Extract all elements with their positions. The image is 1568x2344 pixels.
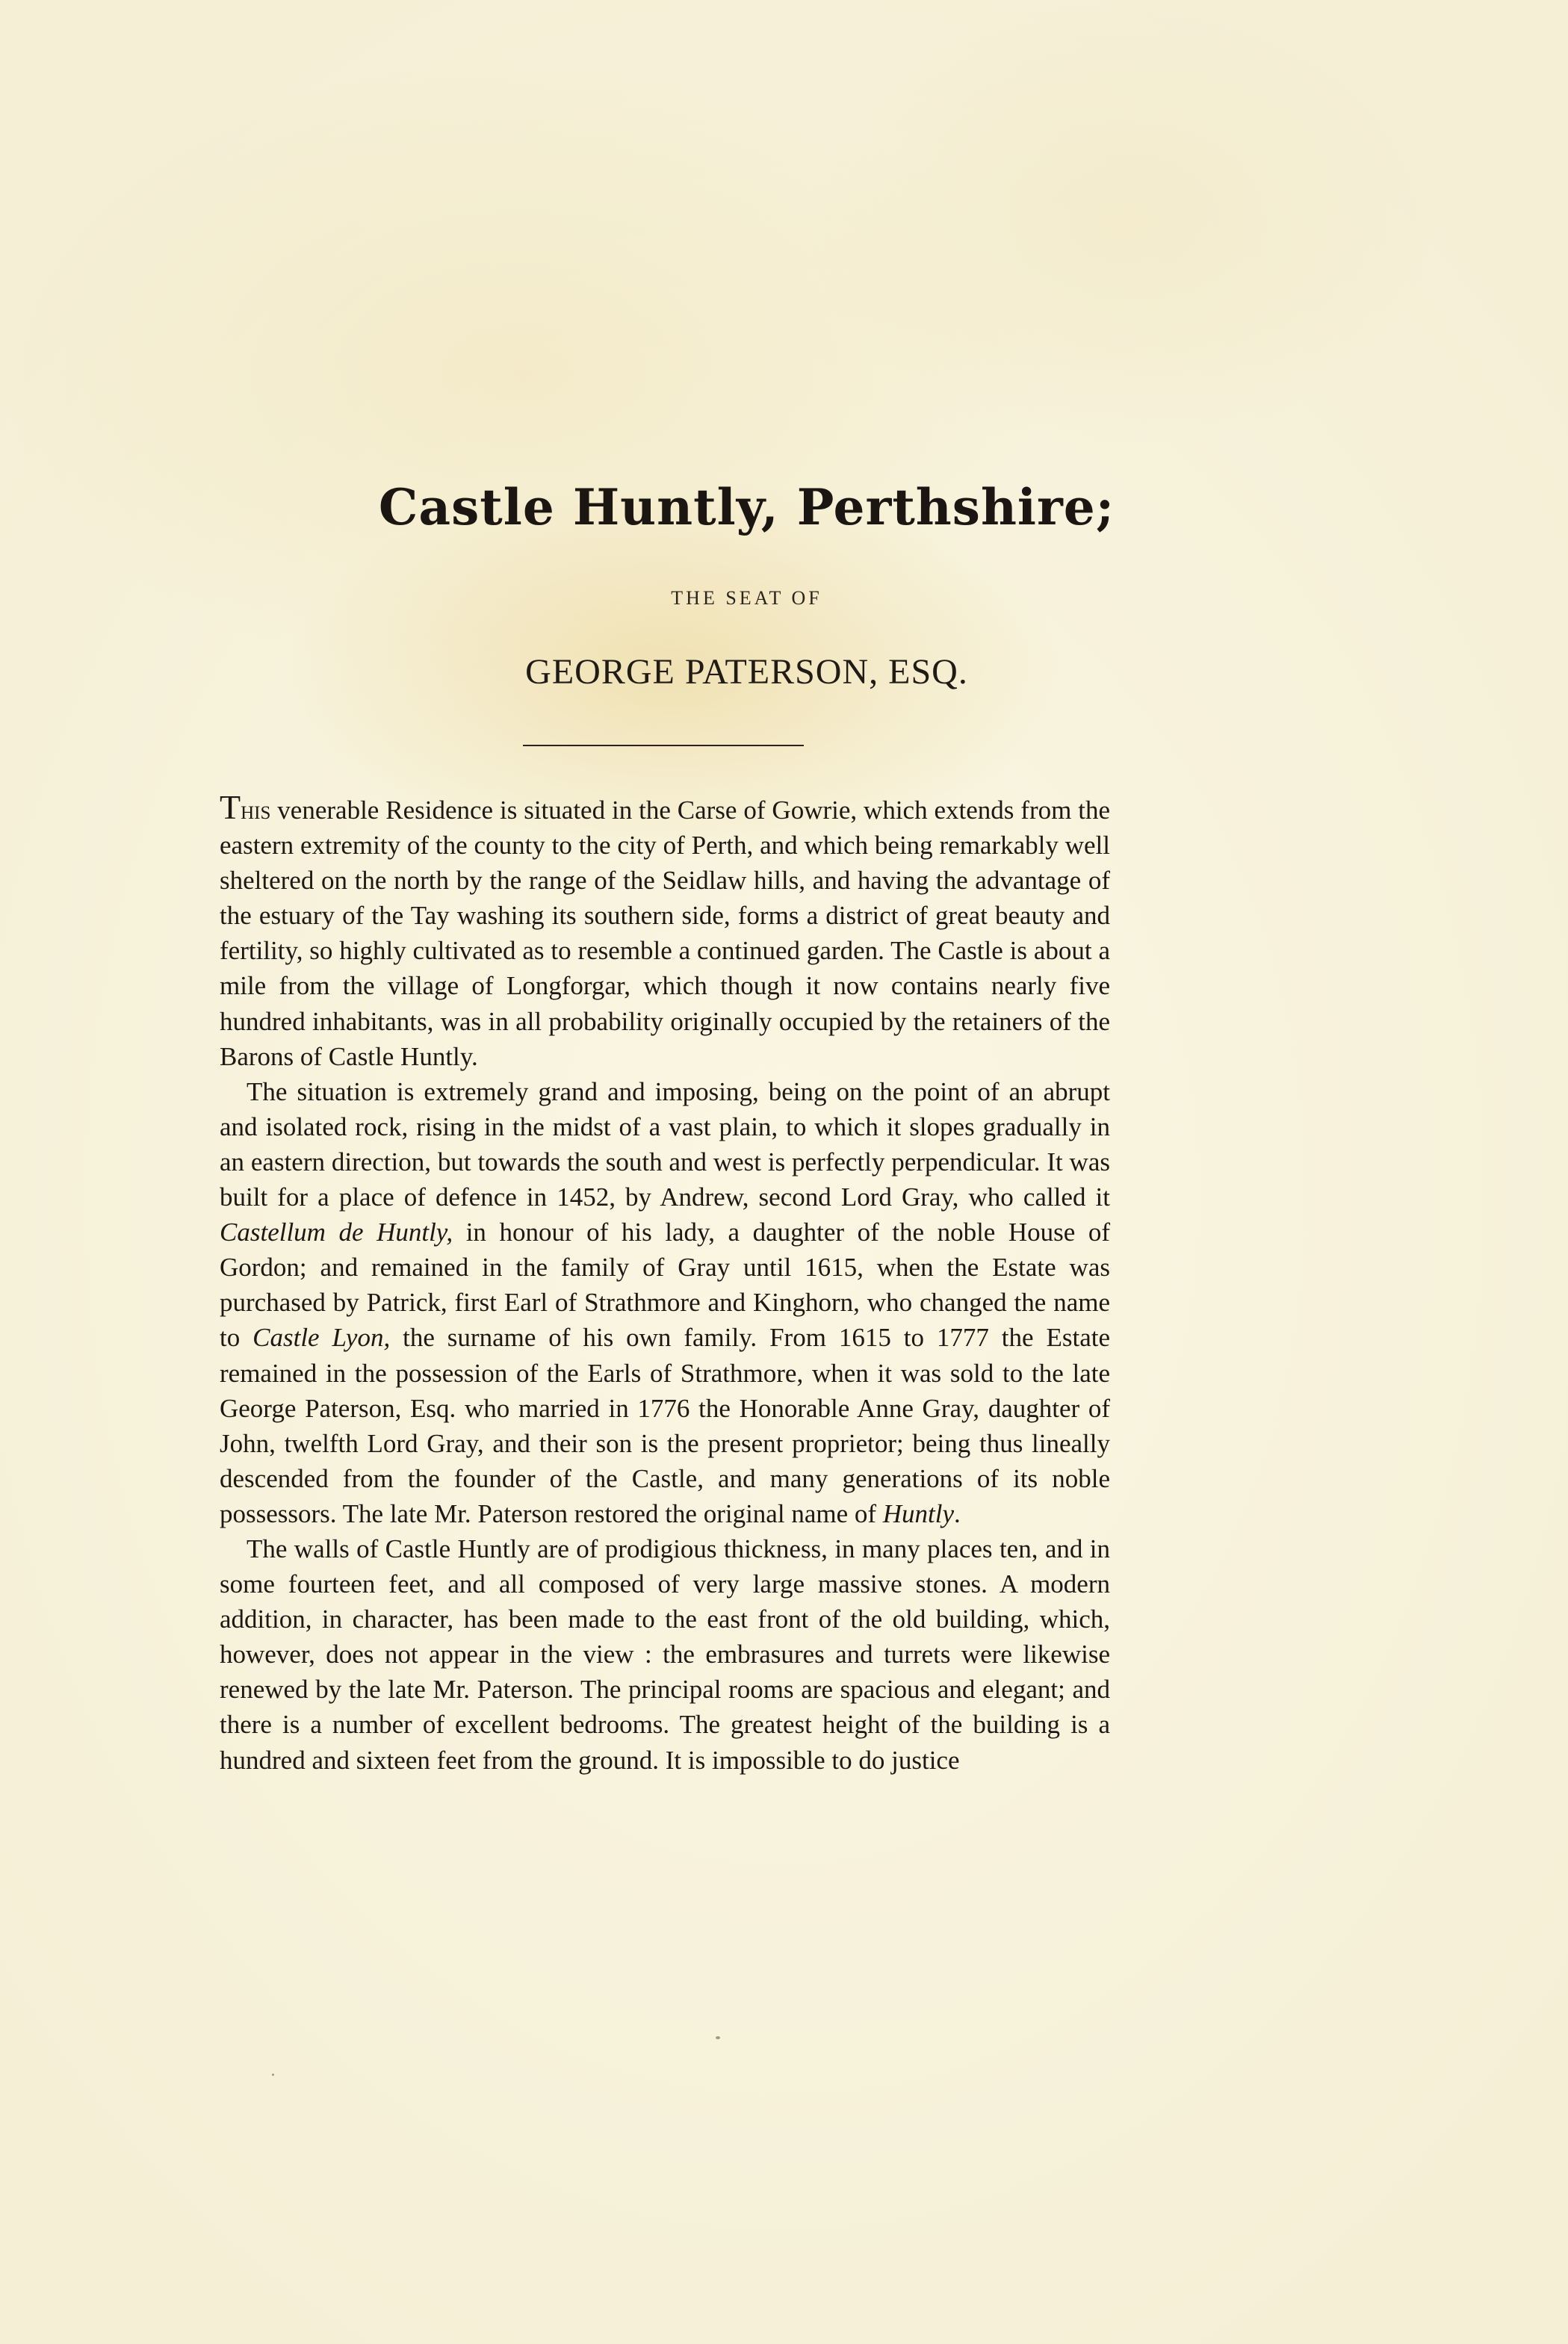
paragraph-2 bbox=[220, 1074, 1110, 1531]
italic-castellum: Castellum de Huntly, bbox=[220, 1218, 453, 1247]
paragraph-1 bbox=[220, 790, 1110, 1074]
drop-cap: T bbox=[220, 788, 241, 826]
paper-speck bbox=[716, 2036, 720, 2039]
paragraph-2-text-d: . bbox=[954, 1498, 961, 1528]
small-caps-lead: his bbox=[241, 796, 271, 825]
owner-name: GEORGE PATERSON, ESQ. bbox=[525, 652, 968, 692]
italic-huntly: Huntly bbox=[882, 1498, 955, 1528]
page-title: Castle Huntly, Perthshire; bbox=[378, 478, 1115, 536]
italic-castle-lyon: Castle Lyon, bbox=[252, 1323, 391, 1353]
divider-rule bbox=[523, 745, 804, 746]
paragraph-1-text: venerable Residence is situated in the Carse of Gowrie, which extends from the eastern extremity of the county to the city of Perth, and which being remarkably well sheltered on the north by the range of the Seidlaw hills, and having the advantage of the estuary of the Tay washing its southern side, forms a district of great beauty and fertility, so highly cultivated as to resemble a continued garden. The Castle is about a mile from the village of Longforgar, which though it now contains nearly five hundred inhabitants, was in all probability originally occupied by the retainers of the Barons of Castle Huntly. bbox=[220, 796, 1110, 1071]
paper-speck bbox=[272, 2074, 274, 2076]
paragraph-3: The walls of Castle Huntly are of prodigious thickness, in many places ten, and in some fourteen feet, and all composed of very large massive stones. A modern addition, in character, has been made to the east front of the old building, which, however, does not appear in the view : the embrasures and turrets were likewise renewed by the late Mr. Paterson. The principal rooms are spacious and elegant; and there is a number of excellent bedrooms. The greatest height of the building is a hundred and sixteen feet from the ground. It is impossible to do justice bbox=[220, 1534, 1110, 1775]
page-subtitle: THE SEAT OF bbox=[671, 587, 822, 609]
paragraph-2-text-b: in honour of his lady, a daughter of the noble House of Gordon; and remained in the family of Gray until 1615, when the Estate was purchased by Patrick, first Earl of Strathmore and Kinghorn, who changed the name to bbox=[220, 1218, 1111, 1353]
paragraph-2-text-c: the surname of his own family. From 1615 to 1777 the Estate remained in the possession of the Earls of Strathmore, when it was sold to the late George Paterson, Esq. who married in 1776 the Honorable Anne Gray, daughter of John, twelfth Lord Gray, and their son is the present proprietor; being thus lineally descended from the founder of the Castle, and many generations of its noble possessors. The late Mr. Paterson restored the original name of bbox=[220, 1323, 1110, 1528]
body-text bbox=[220, 790, 1110, 1778]
paragraph-2-text-a: The situation is extremely grand and imposing, being on the point of an abrupt and isolated rock, rising in the midst of a vast plain, to which it slopes gradually in an eastern direction, but towards the south and west is perfectly perpendicular. It was built for a place of defence in 1452, by Andrew, second Lord Gray, who called it bbox=[220, 1076, 1110, 1212]
